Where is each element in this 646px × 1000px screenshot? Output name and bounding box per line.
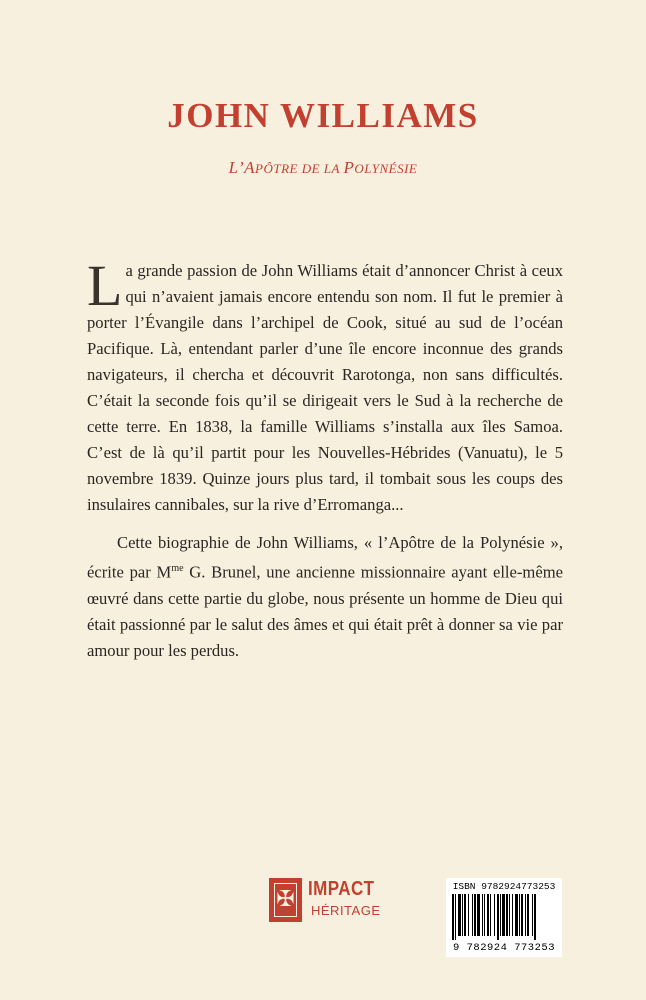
publisher-name: IMPACT [308, 878, 375, 900]
paragraph-2-text-b: G. Brunel, une ancienne missionnaire ayant elle-même œuvré dans cette partie du globe, nous présente un homme de Dieu qui était passionné par le salut des âmes et qui était prêt à donner sa vie par amour pour les perdus. [87, 562, 563, 660]
subtitle-part-1: PÔTRE DE LA [255, 161, 344, 176]
paragraph-2 [87, 530, 563, 664]
isbn-label: ISBN 9782924773253 [452, 881, 556, 892]
subtitle-lead: L’A [228, 158, 256, 177]
paragraph-2-superscript: me [171, 563, 184, 574]
paragraph-2-text-a: Cette biographie de John Williams, « l’Apôtre de la Polynésie », écrite par M [87, 533, 563, 582]
book-title: JOHN WILLIAMS [167, 96, 479, 135]
book-subtitle [0, 158, 646, 178]
isbn-digits: 9 782924 773253 [452, 942, 555, 954]
paragraph-1-text: a grande passion de John Williams était d’annoncer Christ à ceux qui n’avaient jamais encore entendu son nom. Il fut le premier à porter l’Évangile dans l’archipel de Cook, situé au sud de l’océan Pacifique. Là, entendant parler d’une île encore inconnue des grands navigateurs, il chercha et découvrit Rarotonga, non sans difficultés. C’était la seconde fois qu’il se dirigeait vers le Sud à la recherche de cette terre. En 1838, la famille Williams s’installa aux îles Samoa. C’est de là qu’il partit pour les Nouvelles-Hébrides (Vanuatu), le 5 novembre 1839. Quinze jours plus tard, il tombait sous les coups des insulaires cannibales, sur la rive d’Erromanga... [87, 261, 563, 514]
drop-cap: L [87, 253, 123, 318]
subtitle-capital-p: P [343, 158, 355, 177]
publisher-logo [269, 878, 381, 922]
back-cover-text [87, 253, 563, 664]
subtitle-part-2: OLYNÉSIE [354, 161, 418, 176]
maltese-cross-icon: ✠ [269, 878, 302, 922]
paragraph-1 [87, 253, 563, 518]
barcode-bars [450, 894, 558, 940]
publisher-imprint: HÉRITAGE [311, 903, 381, 918]
isbn-barcode [446, 878, 562, 957]
